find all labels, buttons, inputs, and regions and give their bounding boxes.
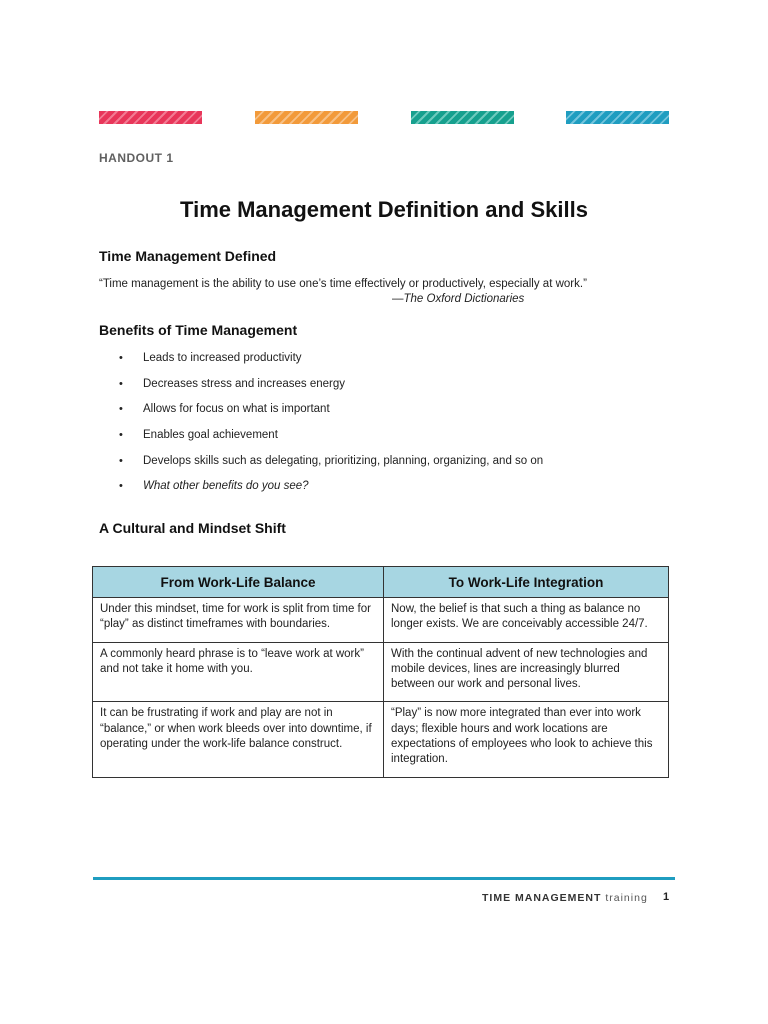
list-item: • Decreases stress and increases energy	[119, 377, 345, 390]
benefits-list	[99, 352, 543, 506]
shift-heading: A Cultural and Mindset Shift	[99, 520, 286, 536]
table-cell: With the continual advent of new technologies and mobile devices, lines are increasingly blurred between our work and personal lives.	[384, 642, 669, 702]
table-header-row	[93, 567, 669, 598]
column-header-to: To Work-Life Integration	[384, 567, 669, 598]
table-cell: A commonly heard phrase is to “leave work at work” and not take it home with you.	[93, 642, 384, 702]
table-row	[93, 642, 669, 702]
bullet-icon: •	[119, 403, 123, 416]
quote-attribution	[392, 293, 524, 305]
table-row	[93, 598, 669, 643]
bullet-icon: •	[119, 429, 123, 442]
definition-heading: Time Management Defined	[99, 248, 277, 264]
page-number: 1	[663, 891, 670, 903]
table-cell: “Play” is now more integrated than ever into work days; flexible hours and work locations are expectations of employees who look to achieve this integration.	[384, 702, 669, 777]
list-item: • Develops skills such as delegating, prioritizing, planning, organizing, and so on	[119, 454, 544, 467]
list-item: • Allows for focus on what is important	[119, 403, 330, 416]
list-item: • Enables goal achievement	[119, 429, 278, 442]
table-cell: It can be frustrating if work and play are not in “balance,” or when work bleeds over into downtime, if operating under the work-life balance construct.	[93, 702, 384, 777]
page-title: Time Management Definition and Skills	[180, 197, 588, 222]
list-item: • What other benefits do you see?	[119, 480, 309, 493]
column-header-from: From Work-Life Balance	[93, 567, 384, 598]
list-item: • Leads to increased productivity	[119, 352, 302, 364]
table-cell: Under this mindset, time for work is split from time for “play” as distinct timeframes with boundaries.	[93, 598, 384, 643]
footer-divider	[93, 877, 675, 880]
decorative-stripe-blue	[566, 111, 669, 124]
decorative-stripe-teal	[411, 111, 514, 124]
bullet-icon: •	[119, 377, 123, 390]
attribution-source: The Oxford Dictionaries	[403, 293, 525, 305]
handout-label: HANDOUT 1	[99, 151, 174, 165]
definition-quote: “Time management is the ability to use one’s time effectively or productively, especially at work.”	[99, 278, 587, 290]
footer-brand: TIME MANAGEMENT training	[482, 892, 648, 904]
attribution-dash: —	[392, 293, 404, 305]
table-cell: Now, the belief is that such a thing as balance no longer exists. We are conceivably accessible 24/7.	[384, 598, 669, 643]
benefits-heading: Benefits of Time Management	[99, 322, 298, 338]
mindset-shift-table	[92, 566, 669, 778]
bullet-icon: •	[119, 454, 123, 467]
table-row	[93, 702, 669, 777]
decorative-stripe-red	[99, 111, 202, 124]
bullet-icon: •	[119, 352, 123, 364]
decorative-stripe-orange	[255, 111, 358, 124]
bullet-icon: •	[119, 480, 123, 493]
